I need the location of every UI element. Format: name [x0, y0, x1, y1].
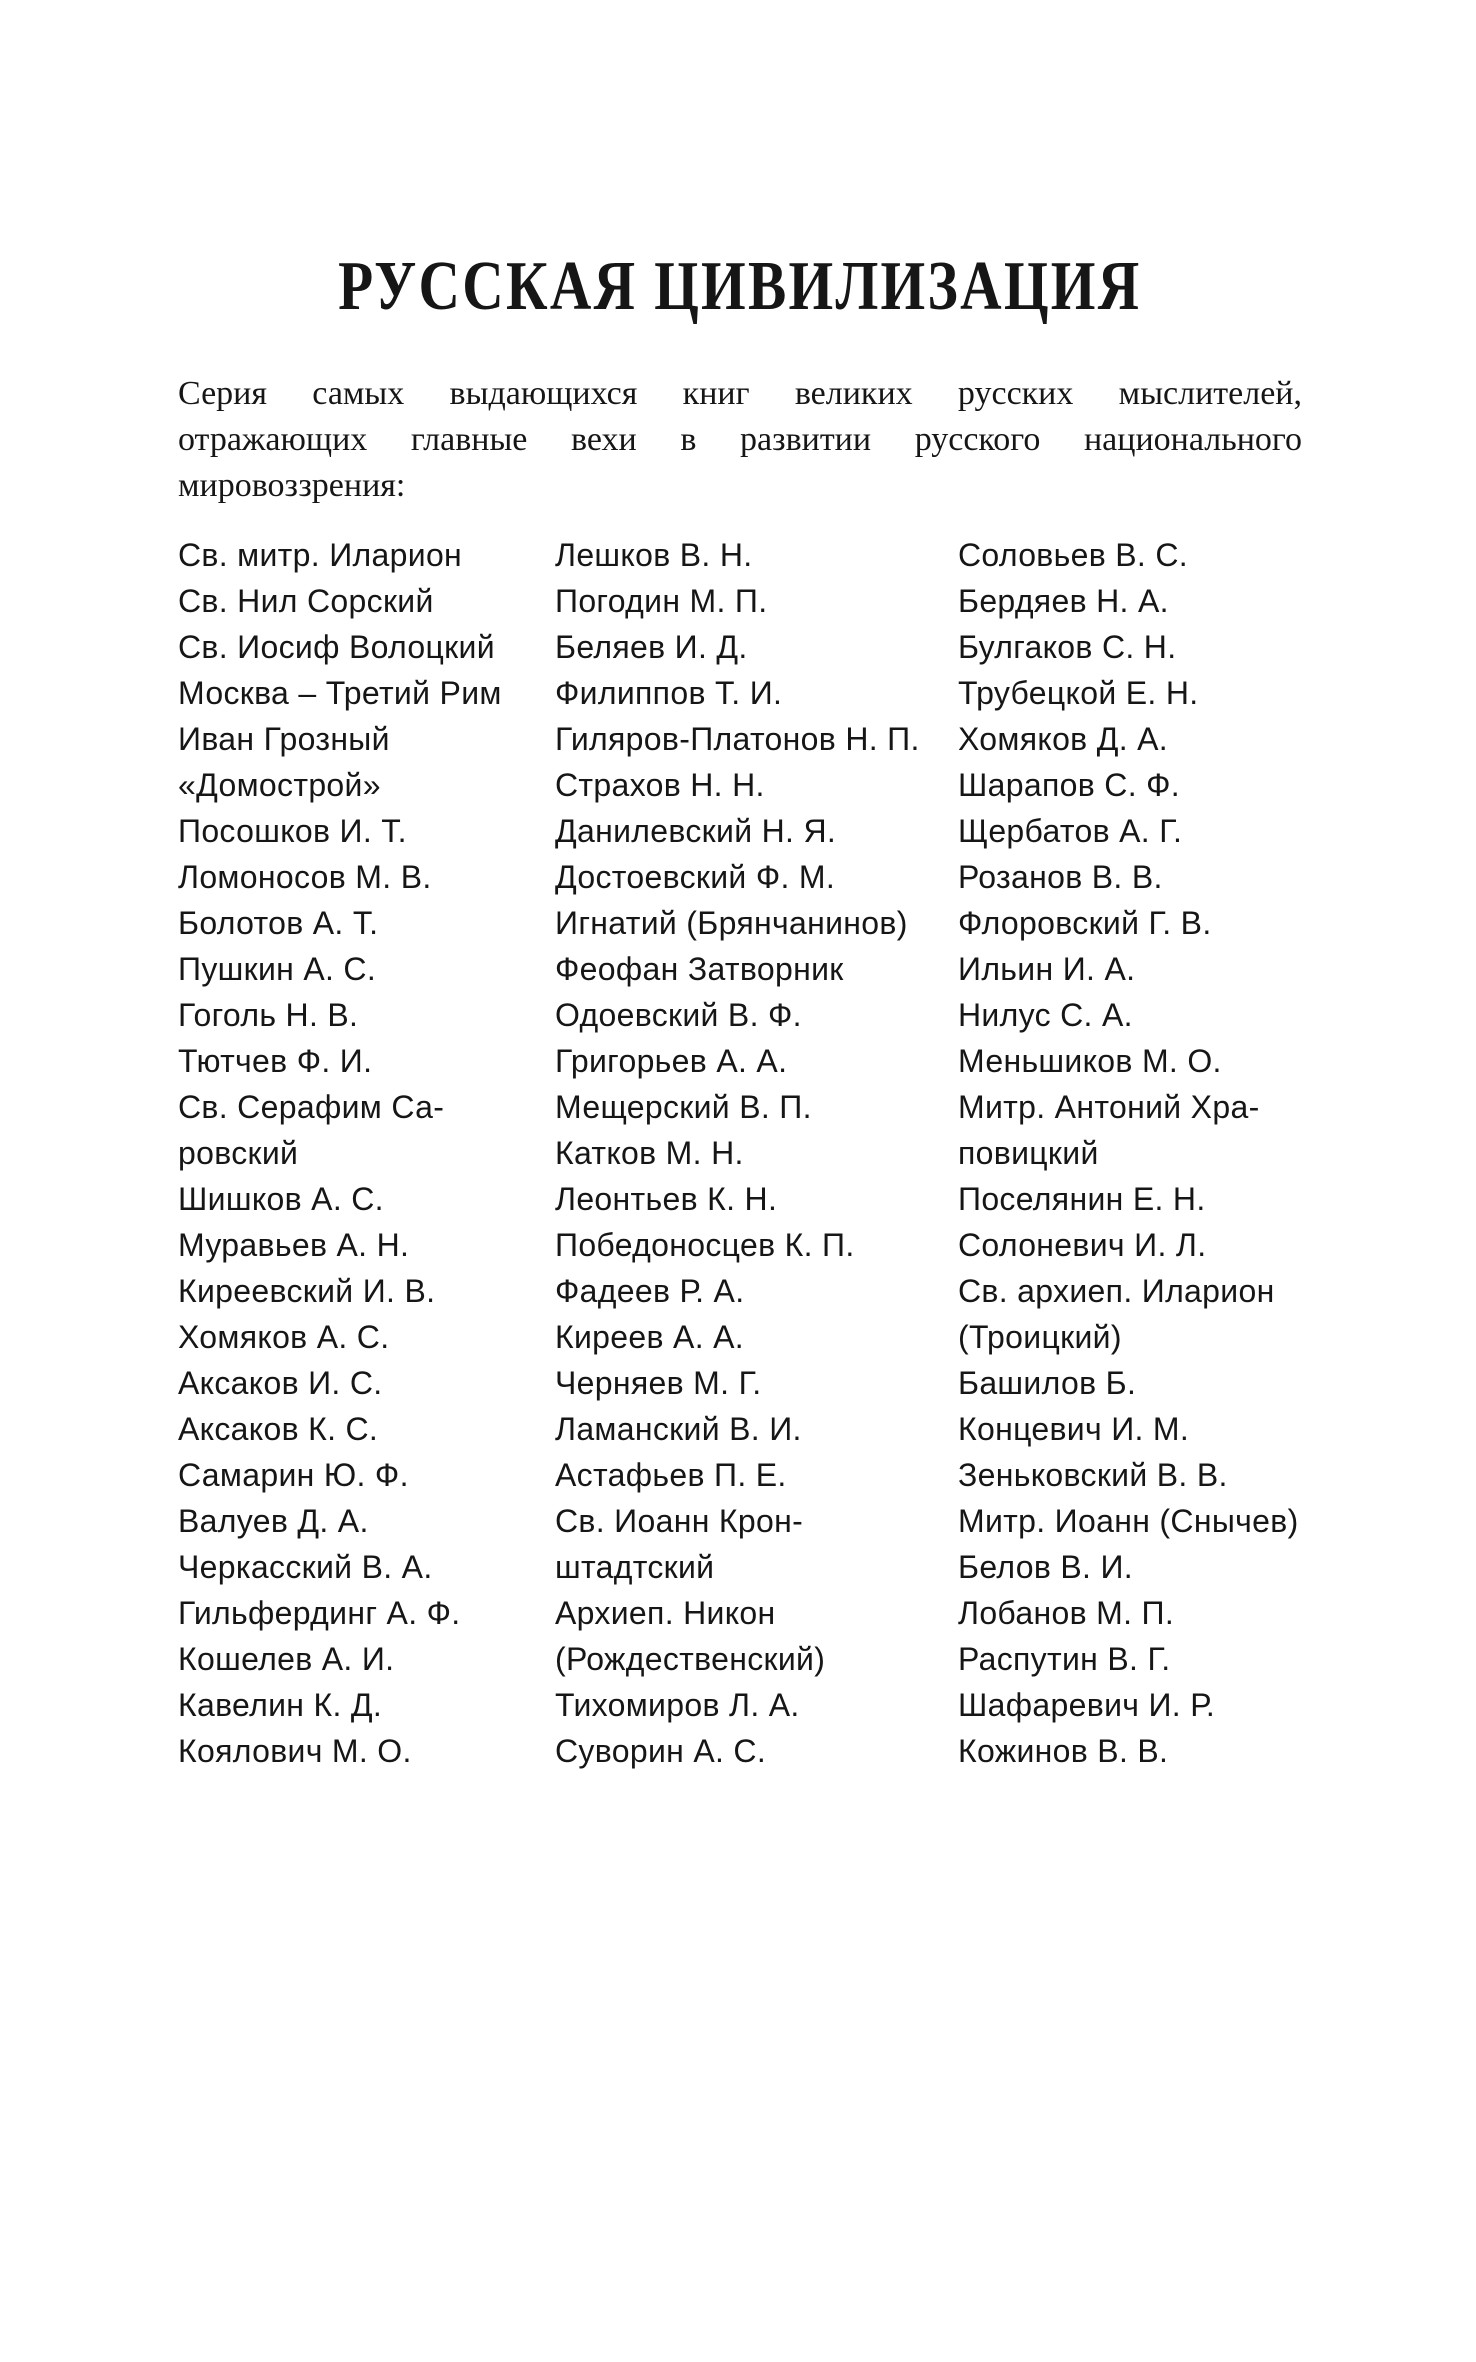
author-entry: «Домострой»	[178, 767, 381, 803]
author-entry: Данилевский Н. Я.	[555, 813, 837, 849]
author-entry: Митр. Антоний Хра-	[958, 1089, 1260, 1125]
author-entry: Меньшиков М. О.	[958, 1043, 1222, 1079]
author-entry: Аксаков И. С.	[178, 1365, 383, 1401]
author-entry: Башилов Б.	[958, 1365, 1137, 1401]
author-entry: Св. Серафим Са-	[178, 1089, 445, 1125]
intro-line-1: Серия самых выдающихся книг великих русских мыслителей,	[178, 375, 1302, 412]
page-title	[178, 247, 1302, 327]
author-entry: Шишков А. С.	[178, 1181, 384, 1217]
author-entry: Катков М. Н.	[555, 1135, 744, 1171]
author-entry: Москва – Третий Рим	[178, 675, 502, 711]
author-entry: Белов В. И.	[958, 1549, 1133, 1585]
author-entry: Беляев И. Д.	[555, 629, 748, 665]
author-entry: Иван Грозный	[178, 721, 390, 757]
author-entry: Тихомиров Л. А.	[555, 1687, 800, 1723]
author-entry: Хомяков Д. А.	[958, 721, 1169, 757]
author-entry: Лобанов М. П.	[958, 1595, 1175, 1631]
author-entry: Суворин А. С.	[555, 1733, 767, 1769]
author-entry: Св. архиеп. Иларион	[958, 1273, 1275, 1309]
author-entry: Черкасский В. А.	[178, 1549, 433, 1585]
author-entry: Ламанский В. И.	[555, 1411, 802, 1447]
author-entry: Хомяков А. С.	[178, 1319, 390, 1355]
author-entry: Гиляров-Платонов Н. П.	[555, 721, 920, 757]
author-entry: Нилус С. А.	[958, 997, 1133, 1033]
author-entry: Соловьев В. С.	[958, 537, 1188, 573]
author-entry: Зеньковский В. В.	[958, 1457, 1228, 1493]
author-entry: Феофан Затворник	[555, 951, 844, 987]
author-entry: Болотов А. Т.	[178, 905, 379, 941]
authors-column-3	[958, 532, 1328, 1774]
page-title-text: РУССКАЯ ЦИВИЛИЗАЦИЯ	[338, 248, 1142, 325]
author-entry: Черняев М. Г.	[555, 1365, 762, 1401]
author-entry: повицкий	[958, 1135, 1099, 1171]
author-entry: Киреев А. А.	[555, 1319, 744, 1355]
author-entry: Астафьев П. Е.	[555, 1457, 787, 1493]
author-entry: Посошков И. Т.	[178, 813, 407, 849]
author-entry: Победоносцев К. П.	[555, 1227, 855, 1263]
author-entry: Достоевский Ф. М.	[555, 859, 836, 895]
author-entry: Мещерский В. П.	[555, 1089, 812, 1125]
author-entry: (Рождественский)	[555, 1641, 826, 1677]
author-entry: Трубецкой Е. Н.	[958, 675, 1199, 711]
author-entry: Ломоносов М. В.	[178, 859, 432, 895]
author-entry: Муравьев А. Н.	[178, 1227, 410, 1263]
author-entry: Шафаревич И. Р.	[958, 1687, 1216, 1723]
author-entry: Леонтьев К. Н.	[555, 1181, 778, 1217]
authors-column-2	[555, 532, 958, 1774]
author-entry: Митр. Иоанн (Снычев)	[958, 1503, 1299, 1539]
authors-column-1	[178, 532, 555, 1774]
author-entry: Коялович М. О.	[178, 1733, 412, 1769]
author-entry: Пушкин А. С.	[178, 951, 377, 987]
author-entry: Св. Иоанн Крон-	[555, 1503, 804, 1539]
author-entry: Концевич И. М.	[958, 1411, 1190, 1447]
author-entry: Кожинов В. В.	[958, 1733, 1169, 1769]
author-entry: Гильфердинг А. Ф.	[178, 1595, 461, 1631]
author-entry: Погодин М. П.	[555, 583, 768, 619]
author-entry: Архиеп. Никон	[555, 1595, 776, 1631]
author-entry: Ильин И. А.	[958, 951, 1136, 987]
author-entry: Тютчев Ф. И.	[178, 1043, 373, 1079]
author-entry: Игнатий (Брянчанинов)	[555, 905, 908, 941]
intro-line-2: отражающих главные вехи в развитии русского национального	[178, 421, 1302, 458]
author-entry: Страхов Н. Н.	[555, 767, 765, 803]
intro-line-3: мировоззрения:	[178, 467, 406, 504]
intro-paragraph	[178, 371, 1302, 509]
author-entry: Бердяев Н. А.	[958, 583, 1169, 619]
author-entry: Щербатов А. Г.	[958, 813, 1183, 849]
author-entry: Самарин Ю. Ф.	[178, 1457, 409, 1493]
author-entry: Фадеев Р. А.	[555, 1273, 745, 1309]
author-entry: Солоневич И. Л.	[958, 1227, 1207, 1263]
author-entry: Валуев Д. А.	[178, 1503, 369, 1539]
author-entry: Филиппов Т. И.	[555, 675, 783, 711]
author-entry: Поселянин Е. Н.	[958, 1181, 1206, 1217]
author-entry: Шарапов С. Ф.	[958, 767, 1181, 803]
author-entry: Розанов В. В.	[958, 859, 1163, 895]
author-entry: ровский	[178, 1135, 299, 1171]
author-entry: Аксаков К. С.	[178, 1411, 379, 1447]
author-entry: Кавелин К. Д.	[178, 1687, 383, 1723]
author-entry: Флоровский Г. В.	[958, 905, 1212, 941]
author-entry: Распутин В. Г.	[958, 1641, 1171, 1677]
author-entry: (Троицкий)	[958, 1319, 1122, 1355]
author-entry: Св. Нил Сорский	[178, 583, 434, 619]
author-entry: Киреевский И. В.	[178, 1273, 436, 1309]
author-entry: Гоголь Н. В.	[178, 997, 359, 1033]
author-entry: Св. Иосиф Волоцкий	[178, 629, 495, 665]
author-entry: Булгаков С. Н.	[958, 629, 1177, 665]
author-entry: штадтский	[555, 1549, 715, 1585]
author-entry: Одоевский В. Ф.	[555, 997, 802, 1033]
author-entry: Кошелев А. И.	[178, 1641, 395, 1677]
author-entry: Лешков В. Н.	[555, 537, 753, 573]
author-entry: Св. митр. Иларион	[178, 537, 463, 573]
author-entry: Григорьев А. А.	[555, 1043, 788, 1079]
